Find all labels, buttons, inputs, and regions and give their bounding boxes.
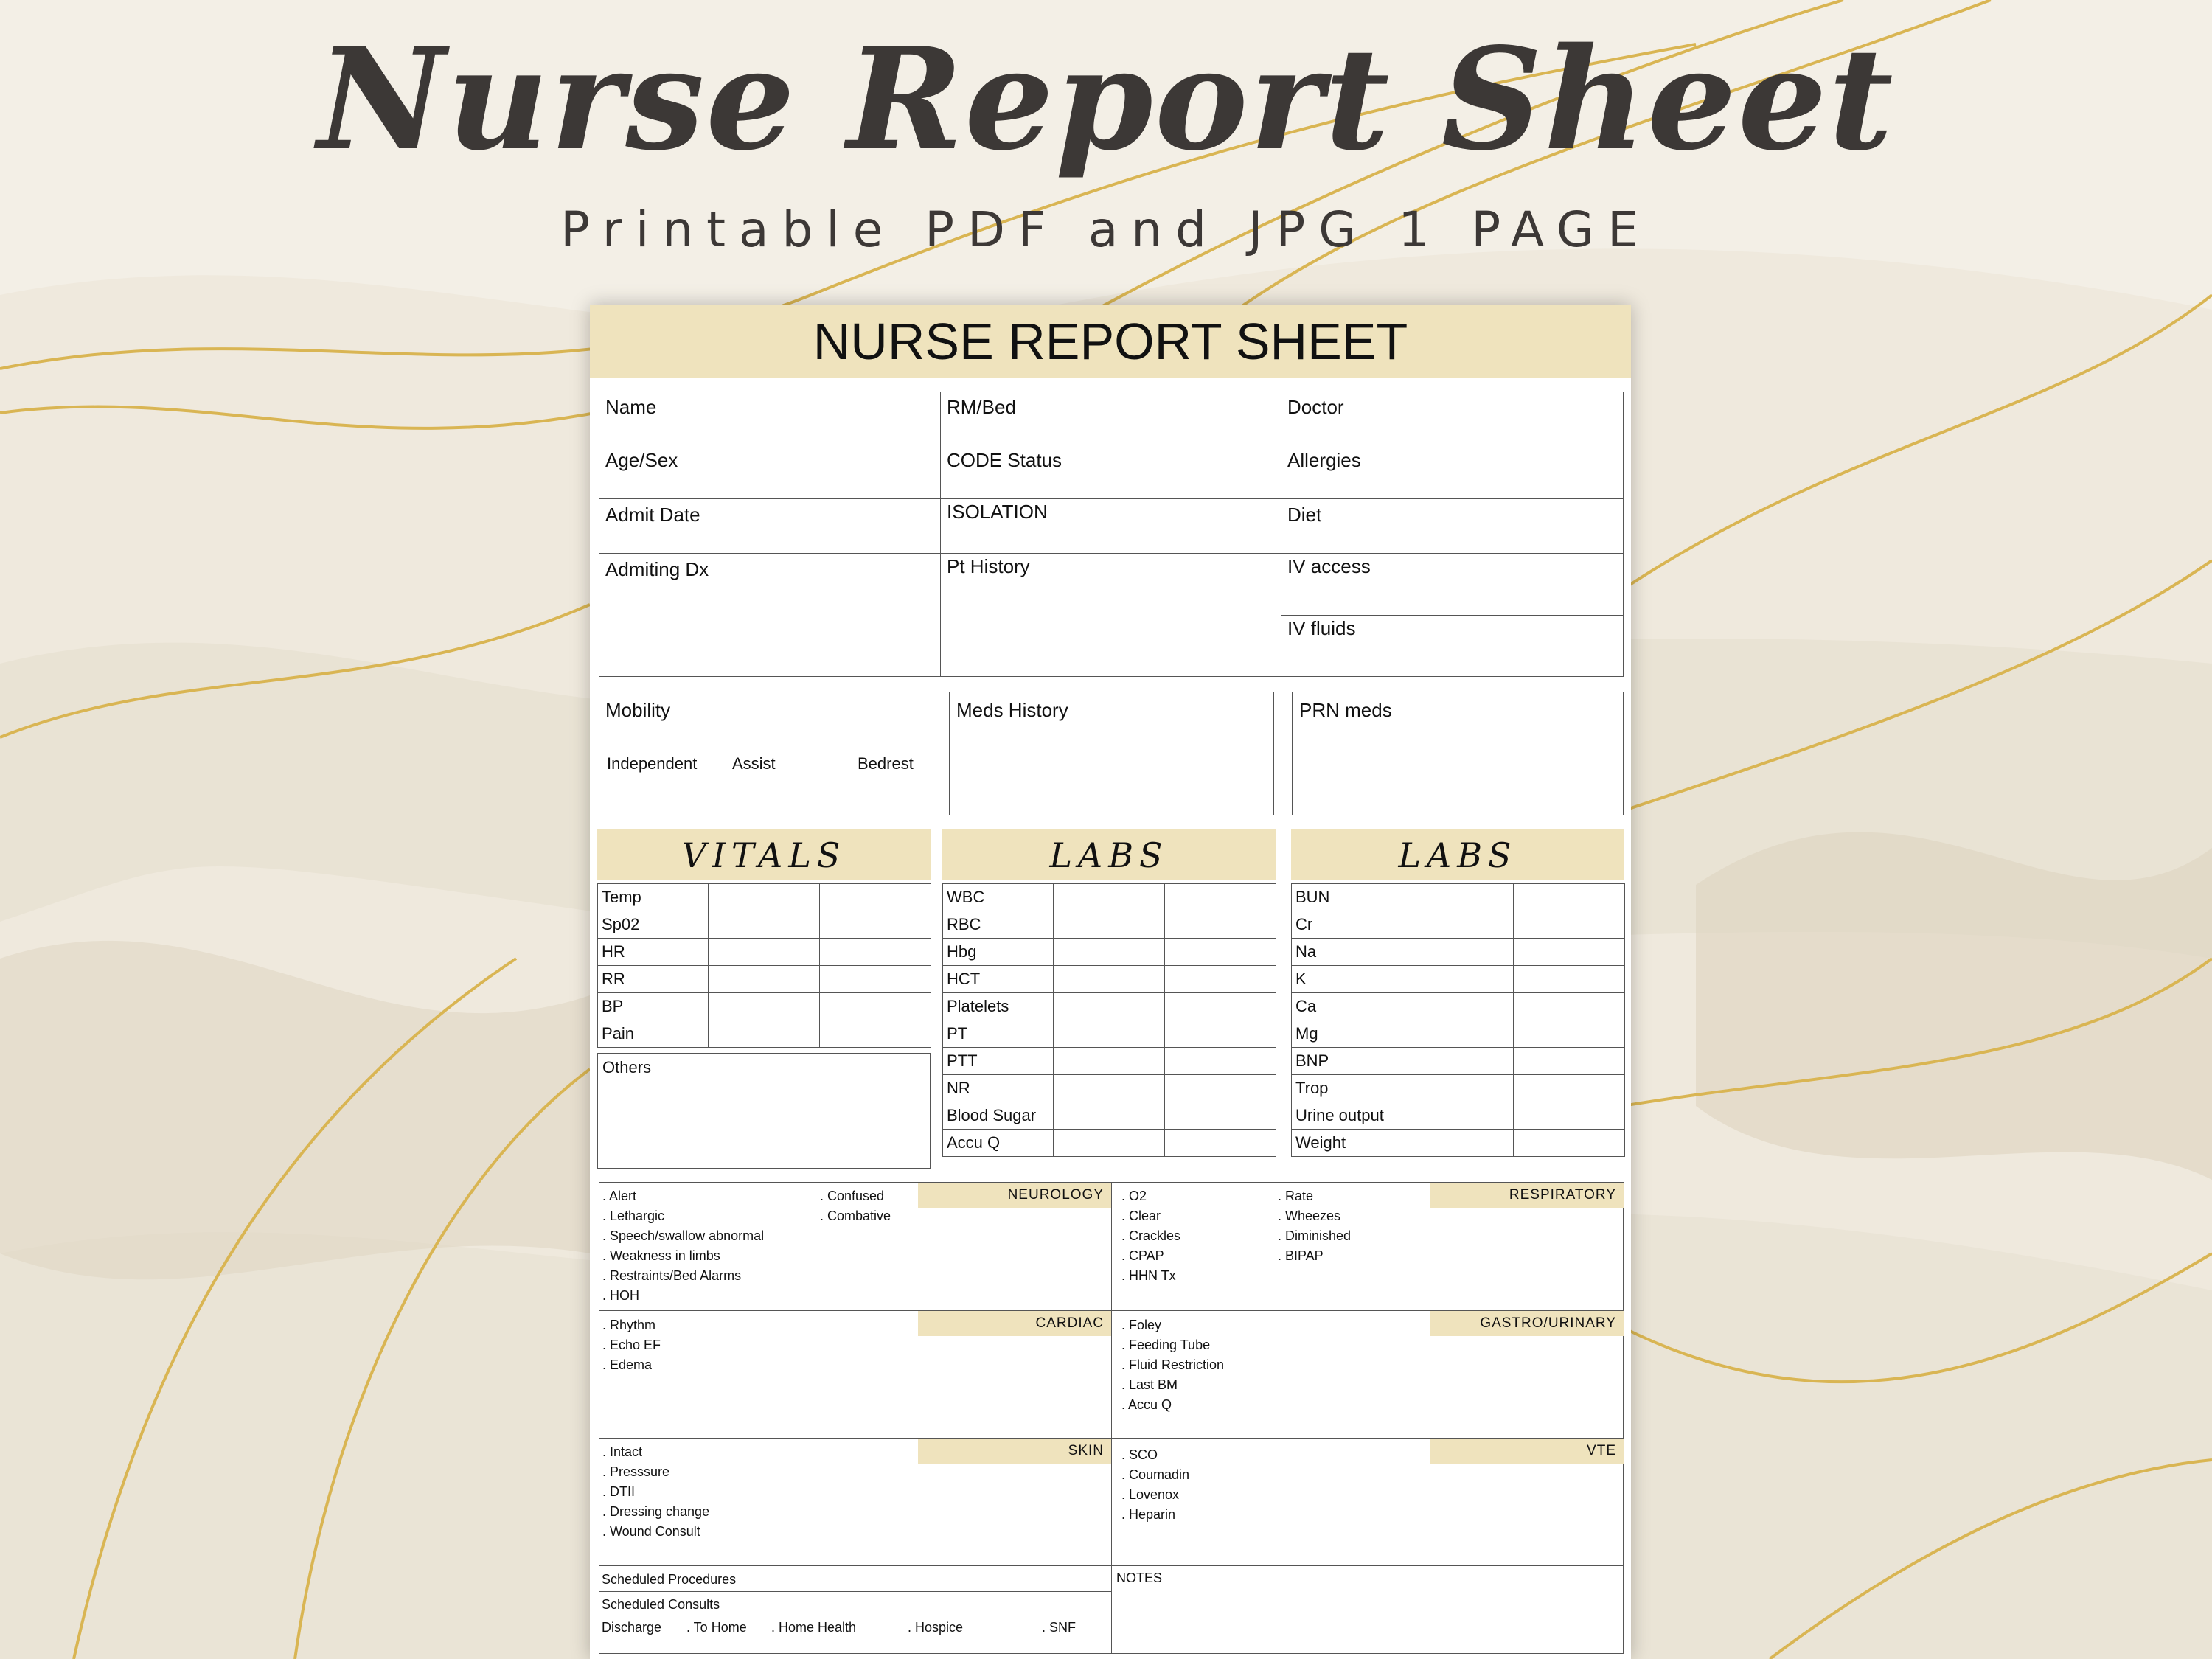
list-item[interactable]: . Wheezes <box>1278 1208 1341 1223</box>
mobility-label: Mobility <box>605 699 671 721</box>
table-row <box>943 1048 1276 1075</box>
table-row <box>943 884 1276 911</box>
patient-info-grid <box>599 392 1624 677</box>
gastro-items <box>1121 1315 1224 1415</box>
vitals-row-label: Temp <box>598 884 709 911</box>
labs-row-label: Ca <box>1292 993 1402 1020</box>
gastro-urinary-label: GASTRO/URINARY <box>1430 1311 1624 1336</box>
table-row <box>943 939 1276 966</box>
meds-history-label[interactable]: Meds History <box>956 699 1068 721</box>
vitals-banner <box>597 829 931 880</box>
respiratory-items-2 <box>1278 1186 1351 1266</box>
vte-items <box>1121 1445 1189 1525</box>
vitals-row-label: BP <box>598 993 709 1020</box>
vitals-table <box>597 883 931 1048</box>
list-item[interactable]: . Last BM <box>1121 1377 1178 1392</box>
list-item[interactable]: . Restraints/Bed Alarms <box>602 1268 742 1283</box>
list-item[interactable]: . Confused <box>820 1189 885 1203</box>
list-item[interactable]: . Clear <box>1121 1208 1161 1223</box>
list-item[interactable]: . Intact <box>602 1444 643 1459</box>
labs-title-2: LABS <box>1398 835 1517 875</box>
vitals-row-label: Pain <box>598 1020 709 1048</box>
list-item[interactable]: . Presssure <box>602 1464 670 1479</box>
labs-row-label: Na <box>1292 939 1402 966</box>
vitals-row-label: HR <box>598 939 709 966</box>
list-item[interactable]: . Wound Consult <box>602 1524 700 1539</box>
vitals-row-label: RR <box>598 966 709 993</box>
labs-row-label: Accu Q <box>943 1130 1054 1157</box>
respiratory-items <box>1121 1186 1180 1286</box>
table-row <box>1292 1130 1625 1157</box>
labs-row-label: PTT <box>943 1048 1054 1075</box>
notes-field[interactable]: NOTES <box>1116 1571 1163 1585</box>
page-title: Nurse Report Sheet <box>317 17 1895 181</box>
table-row <box>598 911 931 939</box>
list-item[interactable]: . Fluid Restriction <box>1121 1357 1225 1372</box>
prn-meds-label[interactable]: PRN meds <box>1299 699 1392 721</box>
labs-table-1 <box>942 883 1276 1157</box>
respiratory-label: RESPIRATORY <box>1430 1183 1624 1208</box>
list-item[interactable]: . CPAP <box>1121 1248 1164 1263</box>
labs-row-label: Weight <box>1292 1130 1402 1157</box>
labs-row-label: BUN <box>1292 884 1402 911</box>
list-item[interactable]: . Crackles <box>1121 1228 1181 1243</box>
scheduled-consults-field[interactable]: Scheduled Consults <box>602 1597 720 1612</box>
neurology-items <box>602 1186 764 1306</box>
labs-row-label: Blood Sugar <box>943 1102 1054 1130</box>
table-row <box>943 1130 1276 1157</box>
scheduled-procedures-field[interactable]: Scheduled Procedures <box>602 1572 737 1587</box>
vitals-others-label[interactable]: Others <box>602 1058 652 1077</box>
labs-row-label: NR <box>943 1075 1054 1102</box>
table-row <box>598 966 931 993</box>
sheet-title: NURSE REPORT SHEET <box>813 313 1408 370</box>
labs-table-2 <box>1291 883 1625 1157</box>
table-row <box>1292 911 1625 939</box>
vitals-title: VITALS <box>681 835 846 875</box>
list-item[interactable]: . Foley <box>1121 1318 1162 1332</box>
list-item[interactable]: . Diminished <box>1278 1228 1352 1243</box>
field-allergies[interactable]: Allergies <box>1287 449 1361 471</box>
labs-row-label: Platelets <box>943 993 1054 1020</box>
table-row <box>598 939 931 966</box>
table-row <box>943 1020 1276 1048</box>
list-item[interactable]: . Rate <box>1278 1189 1314 1203</box>
list-item[interactable]: . Echo EF <box>602 1338 661 1352</box>
field-iv-access[interactable]: IV access <box>1287 555 1371 577</box>
labs-row-label: BNP <box>1292 1048 1402 1075</box>
table-row <box>943 1102 1276 1130</box>
table-row <box>1292 1020 1625 1048</box>
report-sheet <box>590 305 1631 1659</box>
field-name[interactable]: Name <box>605 396 657 418</box>
mobility-option-assist[interactable]: Assist <box>732 754 776 773</box>
field-diet[interactable]: Diet <box>1287 504 1322 526</box>
mobility-option-bedrest[interactable]: Bedrest <box>858 754 914 773</box>
labs-banner-2 <box>1291 829 1624 880</box>
list-item[interactable]: . BIPAP <box>1278 1248 1324 1263</box>
neurology-items-2 <box>820 1186 891 1226</box>
list-item[interactable]: . Dressing change <box>602 1504 710 1519</box>
table-row <box>1292 993 1625 1020</box>
field-doctor[interactable]: Doctor <box>1287 396 1344 418</box>
field-pt-history[interactable]: Pt History <box>947 555 1030 577</box>
list-item[interactable]: . Weakness in limbs <box>602 1248 720 1263</box>
list-item[interactable]: . SCO <box>1121 1447 1158 1462</box>
table-row <box>1292 1048 1625 1075</box>
vte-label: VTE <box>1430 1439 1624 1464</box>
labs-row-label: PT <box>943 1020 1054 1048</box>
table-row <box>598 884 931 911</box>
labs-row-label: HCT <box>943 966 1054 993</box>
list-item[interactable]: . Feeding Tube <box>1121 1338 1211 1352</box>
discharge-option-hospice[interactable]: . Hospice <box>908 1620 964 1635</box>
labs-row-label: Mg <box>1292 1020 1402 1048</box>
list-item[interactable]: . DTII <box>602 1484 635 1499</box>
list-item[interactable]: . Lovenox <box>1121 1487 1180 1502</box>
labs-row-label: Cr <box>1292 911 1402 939</box>
list-item[interactable]: . O2 <box>1121 1189 1147 1203</box>
list-item[interactable]: . Edema <box>602 1357 653 1372</box>
field-rm-bed[interactable]: RM/Bed <box>947 396 1016 418</box>
table-row <box>943 966 1276 993</box>
labs-title-1: LABS <box>1049 835 1169 875</box>
list-item[interactable]: . HOH <box>602 1288 640 1303</box>
list-item[interactable]: . Coumadin <box>1121 1467 1190 1482</box>
table-row <box>1292 966 1625 993</box>
table-row <box>598 993 931 1020</box>
labs-row-label: Urine output <box>1292 1102 1402 1130</box>
discharge-option-home-health[interactable]: . Home Health <box>771 1620 857 1635</box>
field-iv-fluids[interactable]: IV fluids <box>1287 617 1356 639</box>
neurology-label: NEUROLOGY <box>918 1183 1111 1208</box>
labs-row-label: WBC <box>943 884 1054 911</box>
table-row <box>1292 884 1625 911</box>
page-subtitle: Printable PDF and JPG 1 PAGE <box>560 201 1652 258</box>
table-row <box>943 911 1276 939</box>
field-age-sex[interactable]: Age/Sex <box>605 449 678 471</box>
table-row <box>1292 939 1625 966</box>
list-item[interactable]: . Lethargic <box>602 1208 665 1223</box>
labs-row-label: Trop <box>1292 1075 1402 1102</box>
list-item[interactable]: . HHN Tx <box>1121 1268 1176 1283</box>
labs-row-label: RBC <box>943 911 1054 939</box>
cardiac-items <box>602 1315 661 1375</box>
mobility-option-independent[interactable]: Independent <box>607 754 698 773</box>
table-row <box>1292 1102 1625 1130</box>
field-code-status[interactable]: CODE Status <box>947 449 1062 471</box>
list-item[interactable]: . Alert <box>602 1189 637 1203</box>
vitals-row-label: Sp02 <box>598 911 709 939</box>
discharge-label: Discharge <box>602 1620 662 1635</box>
list-item[interactable]: . Speech/swallow abnormal <box>602 1228 765 1243</box>
list-item[interactable]: . Combative <box>820 1208 891 1223</box>
field-isolation[interactable]: ISOLATION <box>947 501 1048 523</box>
list-item[interactable]: . Rhythm <box>602 1318 656 1332</box>
table-row <box>598 1020 931 1048</box>
discharge-option-home[interactable]: . To Home <box>686 1620 747 1635</box>
cardiac-label: CARDIAC <box>918 1311 1111 1336</box>
labs-banner-1 <box>942 829 1276 880</box>
table-row <box>943 993 1276 1020</box>
list-item[interactable]: . Accu Q <box>1121 1397 1172 1412</box>
skin-label: SKIN <box>918 1439 1111 1464</box>
discharge-option-snf[interactable]: . SNF <box>1042 1620 1077 1635</box>
labs-row-label: K <box>1292 966 1402 993</box>
skin-items <box>602 1442 709 1542</box>
table-row <box>1292 1075 1625 1102</box>
table-row <box>943 1075 1276 1102</box>
field-admit-date[interactable]: Admit Date <box>605 504 700 526</box>
list-item[interactable]: . Heparin <box>1121 1507 1176 1522</box>
labs-row-label: Hbg <box>943 939 1054 966</box>
field-admitting-dx[interactable]: Admiting Dx <box>605 558 709 580</box>
